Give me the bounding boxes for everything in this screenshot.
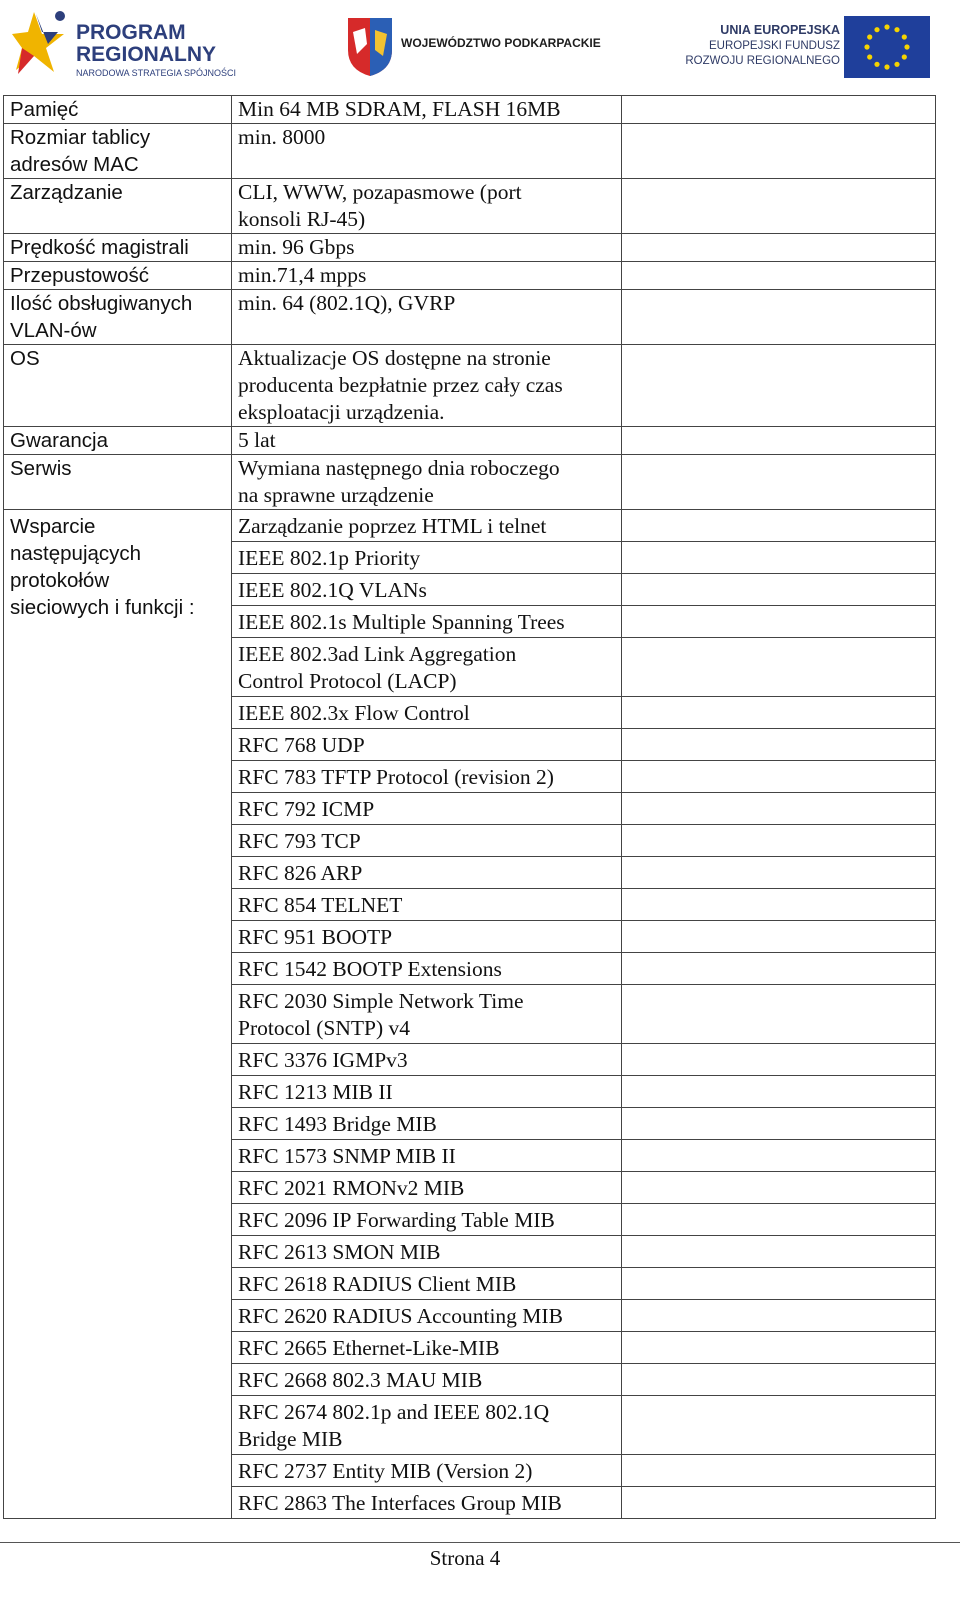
protocol-item: RFC 2613 SMON MIB: [232, 1236, 622, 1268]
eu-logo-line2: EUROPEJSKI FUNDUSZ: [709, 40, 840, 52]
row-empty-cell: [622, 1300, 936, 1332]
row-label: Prędkość magistrali: [4, 234, 232, 262]
protocol-item: RFC 2021 RMONv2 MIB: [232, 1172, 622, 1204]
protocol-item: RFC 2030 Simple Network Time Protocol (SNTP) v4: [232, 985, 622, 1044]
row-value: min. 96 Gbps: [232, 234, 622, 262]
table-row: [4, 124, 936, 179]
eu-logo-line3: ROZWOJU REGIONALNEGO: [685, 55, 840, 67]
program-logo-line3: NARODOWA STRATEGIA SPÓJNOŚCI: [76, 68, 237, 78]
protocol-item: IEEE 802.1s Multiple Spanning Trees: [232, 606, 622, 638]
row-empty-cell: [622, 96, 936, 124]
row-value: Min 64 MB SDRAM, FLASH 16MB: [232, 96, 622, 124]
protocol-item: RFC 2620 RADIUS Accounting MIB: [232, 1300, 622, 1332]
table-row: [4, 455, 936, 510]
table-row: [4, 427, 936, 455]
row-value: Aktualizacje OS dostępne na stronie producenta bezpłatnie przez cały czas eksploatacji urządzenia.: [232, 345, 622, 427]
row-empty-cell: [622, 345, 936, 427]
wojewodztwo-logo: [345, 14, 615, 78]
row-empty-cell: [622, 234, 936, 262]
row-empty-cell: [622, 1455, 936, 1487]
table-row: [4, 345, 936, 427]
row-empty-cell: [622, 857, 936, 889]
row-empty-cell: [622, 921, 936, 953]
row-empty-cell: [622, 985, 936, 1044]
program-logo-line2: REGIONALNY: [76, 43, 217, 66]
row-empty-cell: [622, 262, 936, 290]
page-number: Strona 4: [429, 1546, 501, 1570]
row-empty-cell: [622, 1140, 936, 1172]
row-label: Rozmiar tablicy adresów MAC: [4, 124, 232, 179]
row-label: Gwarancja: [4, 427, 232, 455]
row-empty-cell: [622, 1396, 936, 1455]
protocol-item: RFC 2863 The Interfaces Group MIB: [232, 1487, 622, 1519]
table-row: [4, 234, 936, 262]
row-empty-cell: [622, 290, 936, 345]
protocol-item: RFC 3376 IGMPv3: [232, 1044, 622, 1076]
row-value: 5 lat: [232, 427, 622, 455]
protocol-item: IEEE 802.1Q VLANs: [232, 574, 622, 606]
row-empty-cell: [622, 606, 936, 638]
row-empty-cell: [622, 825, 936, 857]
row-value: CLI, WWW, pozapasmowe (port konsoli RJ-45): [232, 179, 622, 234]
row-label: Zarządzanie: [4, 179, 232, 234]
row-empty-cell: [622, 574, 936, 606]
protocol-item: RFC 2674 802.1p and IEEE 802.1Q Bridge MIB: [232, 1396, 622, 1455]
row-value: min. 8000: [232, 124, 622, 179]
row-value: min. 64 (802.1Q), GVRP: [232, 290, 622, 345]
protocol-item: RFC 783 TFTP Protocol (revision 2): [232, 761, 622, 793]
protocol-item: RFC 1213 MIB II: [232, 1076, 622, 1108]
table-row: [4, 179, 936, 234]
program-regionalny-logo: [12, 4, 252, 84]
protocol-item: RFC 2665 Ethernet-Like-MIB: [232, 1332, 622, 1364]
row-empty-cell: [622, 1332, 936, 1364]
protocol-row: [4, 510, 936, 542]
program-logo-line1: PROGRAM: [76, 21, 186, 44]
eu-logo-line1: UNIA EUROPEJSKA: [720, 23, 840, 37]
table-row: [4, 96, 936, 124]
row-empty-cell: [622, 953, 936, 985]
protocol-item: RFC 2096 IP Forwarding Table MIB: [232, 1204, 622, 1236]
row-empty-cell: [622, 510, 936, 542]
row-empty-cell: [622, 1268, 936, 1300]
row-empty-cell: [622, 793, 936, 825]
table-row: [4, 290, 936, 345]
protocol-item: RFC 826 ARP: [232, 857, 622, 889]
row-empty-cell: [622, 427, 936, 455]
coat-of-arms-icon: [345, 14, 395, 78]
row-empty-cell: [622, 455, 936, 510]
protocols-label: Wsparcie następujących protokołów sieciowych i funkcji :: [4, 510, 232, 1519]
row-empty-cell: [622, 1108, 936, 1140]
row-label: Pamięć: [4, 96, 232, 124]
protocol-item: IEEE 802.1p Priority: [232, 542, 622, 574]
protocol-item: RFC 793 TCP: [232, 825, 622, 857]
row-empty-cell: [622, 1364, 936, 1396]
protocol-item: RFC 854 TELNET: [232, 889, 622, 921]
row-empty-cell: [622, 542, 936, 574]
eu-logo: [685, 16, 940, 80]
row-empty-cell: [622, 638, 936, 697]
footer-divider: [0, 1542, 960, 1543]
protocol-item: RFC 1493 Bridge MIB: [232, 1108, 622, 1140]
row-empty-cell: [622, 697, 936, 729]
protocol-item: RFC 792 ICMP: [232, 793, 622, 825]
row-label: Serwis: [4, 455, 232, 510]
protocol-item: RFC 768 UDP: [232, 729, 622, 761]
row-value: min.71,4 mpps: [232, 262, 622, 290]
protocol-item: RFC 2618 RADIUS Client MIB: [232, 1268, 622, 1300]
row-empty-cell: [622, 1236, 936, 1268]
row-empty-cell: [622, 1172, 936, 1204]
row-label: Ilość obsługiwanych VLAN-ów: [4, 290, 232, 345]
specification-table-body: [4, 96, 936, 1519]
protocol-item: RFC 2668 802.3 MAU MIB: [232, 1364, 622, 1396]
row-empty-cell: [622, 729, 936, 761]
row-label: OS: [4, 345, 232, 427]
header-logo-bar: [0, 0, 960, 90]
row-empty-cell: [622, 761, 936, 793]
row-empty-cell: [622, 1204, 936, 1236]
eu-flag-icon: [844, 16, 930, 78]
row-empty-cell: [622, 1044, 936, 1076]
protocol-item: Zarządzanie poprzez HTML i telnet: [232, 510, 622, 542]
protocol-item: RFC 1573 SNMP MIB II: [232, 1140, 622, 1172]
row-label: Przepustowość: [4, 262, 232, 290]
protocol-item: RFC 951 BOOTP: [232, 921, 622, 953]
program-regionalny-star-icon: [12, 4, 72, 84]
protocol-item: IEEE 802.3ad Link Aggregation Control Protocol (LACP): [232, 638, 622, 697]
protocol-item: IEEE 802.3x Flow Control: [232, 697, 622, 729]
protocol-item: RFC 1542 BOOTP Extensions: [232, 953, 622, 985]
row-empty-cell: [622, 124, 936, 179]
table-row: [4, 262, 936, 290]
eu-logo-text: [685, 22, 840, 69]
specification-table: [3, 95, 936, 1519]
row-empty-cell: [622, 1076, 936, 1108]
row-empty-cell: [622, 889, 936, 921]
row-empty-cell: [622, 1487, 936, 1519]
row-empty-cell: [622, 179, 936, 234]
wojewodztwo-logo-text: WOJEWÓDZTWO PODKARPACKIE: [401, 36, 601, 50]
row-value: Wymiana następnego dnia roboczego na sprawne urządzenie: [232, 455, 622, 510]
protocol-item: RFC 2737 Entity MIB (Version 2): [232, 1455, 622, 1487]
